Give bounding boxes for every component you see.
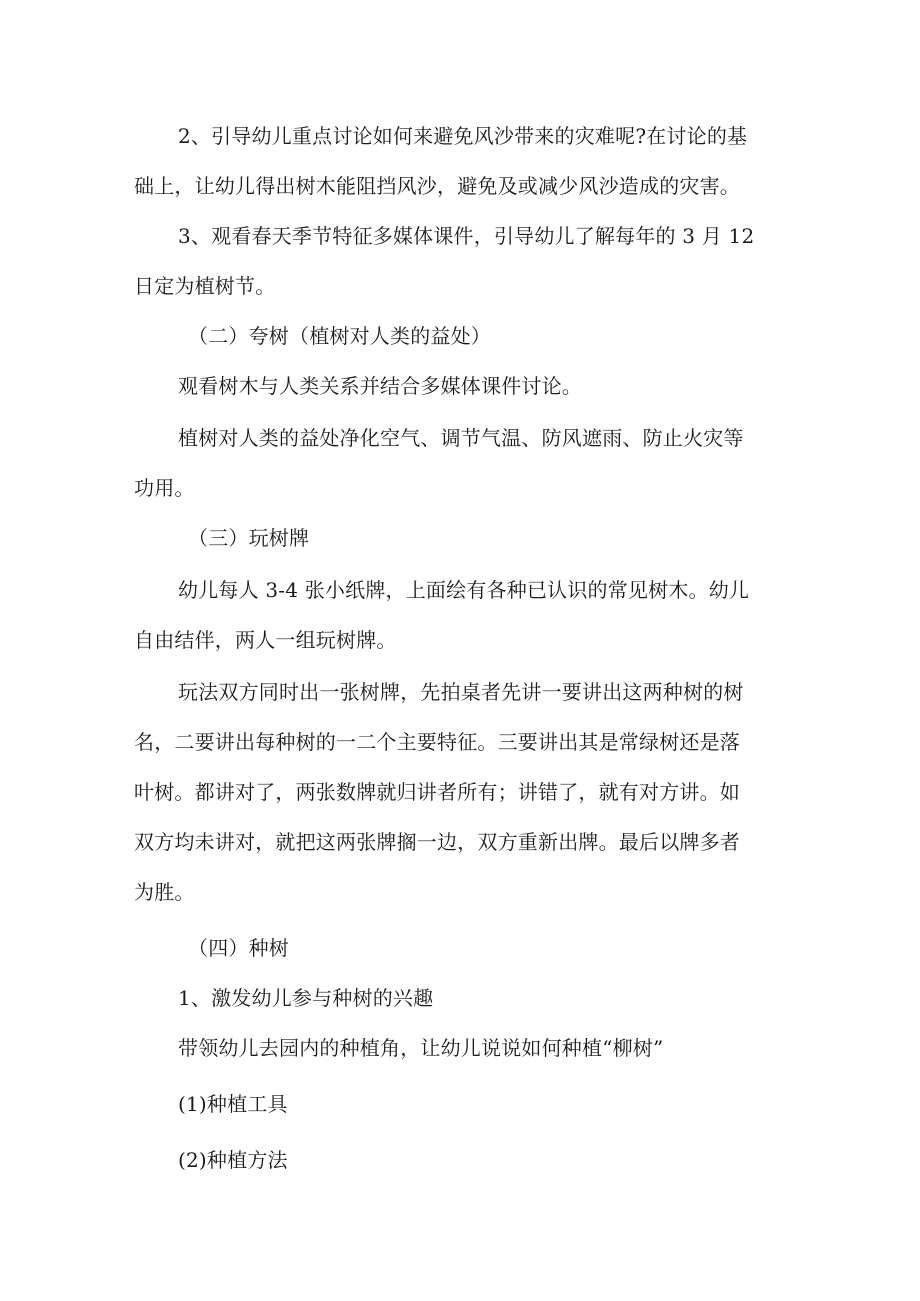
list-item-1: 1、激发幼儿参与种树的兴趣: [178, 986, 434, 1010]
paragraph-rules-line-2: 名，二要讲出每种树的一二个主要特征。三要讲出其是常绿树还是落: [134, 730, 740, 754]
paragraph-benefit-line-2: 功用。: [134, 476, 195, 500]
paragraph-3-line-1: 3、观看春天季节特征多媒体课件，引导幼儿了解每年的 3 月 12: [178, 224, 755, 248]
paragraph-lead: 带领幼儿去园内的种植角，让幼儿说说如何种植“柳树”: [178, 1036, 664, 1060]
paragraph-2-line-1: 2、引导幼儿重点讨论如何来避免风沙带来的灾难呢?在讨论的基: [178, 124, 748, 148]
paragraph-cards-line-2: 自由结伴，两人一组玩树牌。: [134, 628, 397, 652]
section-heading-2: （二）夸树（植树对人类的益处）: [188, 324, 491, 348]
section-heading-4: （四）种树: [188, 936, 289, 960]
paragraph-rules-line-5: 为胜。: [134, 880, 195, 904]
section-heading-3: （三）玩树牌: [188, 526, 310, 550]
paragraph-rules-line-4: 双方均未讲对，就把这两张牌搁一边，双方重新出牌。最后以牌多者: [134, 830, 740, 854]
paragraph-benefit-line-1: 植树对人类的益处净化空气、调节气温、防风遮雨、防止火灾等: [178, 426, 744, 450]
paragraph-3-line-2: 日定为植树节。: [134, 274, 276, 298]
sub-item-1: (1)种植工具: [178, 1092, 288, 1116]
sub-item-2: (2)种植方法: [178, 1148, 288, 1172]
paragraph-watch: 观看树木与人类关系并结合多媒体课件讨论。: [178, 374, 582, 398]
paragraph-2-line-2: 础上，让幼儿得出树木能阻挡风沙，避免及或减少风沙造成的灾害。: [134, 174, 740, 198]
paragraph-rules-line-1: 玩法双方同时出一张树牌，先拍桌者先讲一要讲出这两种树的树: [178, 680, 744, 704]
paragraph-rules-line-3: 叶树。都讲对了，两张数牌就归讲者所有；讲错了，就有对方讲。如: [134, 780, 740, 804]
paragraph-cards-line-1: 幼儿每人 3-4 张小纸牌，上面绘有各种已认识的常见树木。幼儿: [178, 578, 750, 602]
